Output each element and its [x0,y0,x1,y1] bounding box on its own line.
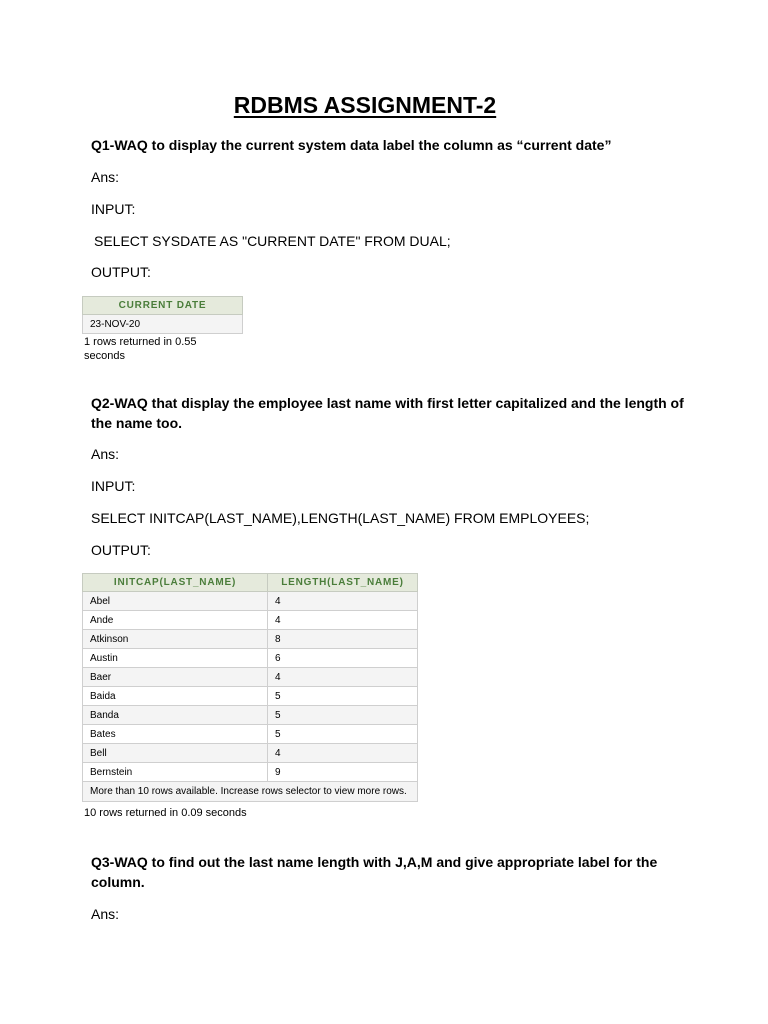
q1-result-cell: 23-NOV-20 [83,315,243,334]
last-name-cell: Ande [83,611,268,630]
length-cell: 5 [268,725,418,744]
table-row [83,687,418,706]
length-cell: 4 [268,592,418,611]
length-cell: 9 [268,763,418,782]
last-name-cell: Atkinson [83,630,268,649]
q1-result-header-row [83,297,243,315]
q2-rows-note: 10 rows returned in 0.09 seconds [84,807,247,819]
q2-result-body [83,592,418,782]
q2-result-footer: More than 10 rows available. Increase rows selector to view more rows. [83,782,418,802]
table-row [83,706,418,725]
q2-result-footer-row [83,782,418,802]
last-name-cell: Bates [83,725,268,744]
q1-input-label: INPUT: [91,201,136,217]
last-name-cell: Baida [83,687,268,706]
q2-query: SELECT INITCAP(LAST_NAME),LENGTH(LAST_NAME) FROM EMPLOYEES; [91,510,590,526]
q1-result-table [82,296,243,334]
table-row [83,668,418,687]
length-cell: 4 [268,611,418,630]
q1-ans-label: Ans: [91,169,120,185]
length-cell: 5 [268,687,418,706]
q2-result-header-row [83,574,418,592]
length-cell: 8 [268,630,418,649]
last-name-cell: Banda [83,706,268,725]
q2-column-header-initcap: INITCAP(LAST_NAME) [83,574,268,592]
q3-ans-label: Ans: [91,906,120,922]
length-cell: 5 [268,706,418,725]
length-cell: 4 [268,668,418,687]
page-title: RDBMS ASSIGNMENT-2 [233,92,497,118]
table-row [83,315,243,334]
q2-column-header-length: LENGTH(LAST_NAME) [268,574,418,592]
table-row [83,630,418,649]
last-name-cell: Bell [83,744,268,763]
table-row [83,611,418,630]
q1-rows-note [84,335,234,363]
q2-result-table [82,573,418,802]
table-row [83,592,418,611]
last-name-cell: Bernstein [83,763,268,782]
q1-rows-note-line1: 1 rows returned in 0.55 [84,336,197,348]
q1-query: SELECT SYSDATE AS "CURRENT DATE" FROM DUAL; [94,233,451,249]
length-cell: 6 [268,649,418,668]
q1-output-label: OUTPUT: [91,264,151,280]
question-1: Q1-WAQ to display the current system data label the column as “current date” [91,137,612,153]
q2-input-label: INPUT: [91,478,136,494]
length-cell: 4 [268,744,418,763]
q2-ans-label: Ans: [91,446,120,462]
table-row [83,725,418,744]
question-3: Q3-WAQ to find out the last name length with J,A,M and give appropriate label for the column. [91,854,658,890]
table-row [83,649,418,668]
table-row [83,744,418,763]
last-name-cell: Austin [83,649,268,668]
last-name-cell: Abel [83,592,268,611]
q1-column-header: CURRENT DATE [83,297,243,315]
table-row [83,763,418,782]
q2-output-label: OUTPUT: [91,542,151,558]
question-2: Q2-WAQ that display the employee last name with first letter capitalized and the length of the name too. [91,395,684,431]
q1-rows-note-line2: seconds [84,350,125,362]
last-name-cell: Baer [83,668,268,687]
